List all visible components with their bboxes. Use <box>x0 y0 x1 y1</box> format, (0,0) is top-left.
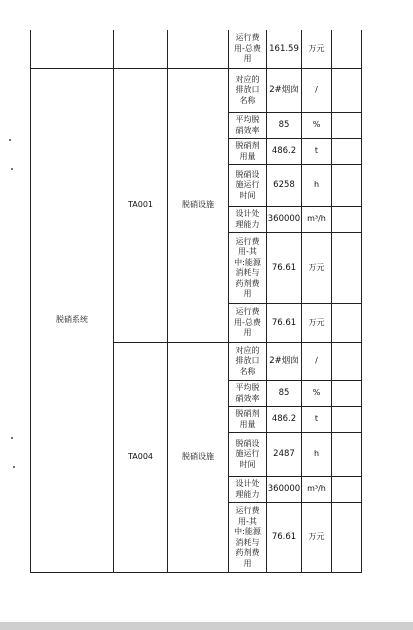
item-unit-cell: m³/h <box>307 484 326 494</box>
item-unit-cell: 万元 <box>308 532 325 542</box>
item-value-cell: 85 <box>278 388 290 399</box>
item-value-cell: 85 <box>278 120 290 131</box>
system-name-cell: 脱硝系统 <box>56 315 88 325</box>
item-name-cell: 运行费 用-其 中:能源 消耗与 药剂费 用 <box>234 236 261 298</box>
item-value-cell: 2487 <box>273 449 295 460</box>
item-unit-cell: h <box>313 180 320 190</box>
item-name-cell: 运行费 用-其 中:能源 消耗与 药剂费 用 <box>234 506 261 568</box>
scan-speck <box>9 139 11 141</box>
item-value-cell: 2#烟囱 <box>269 356 299 367</box>
scan-speck <box>11 168 13 170</box>
facility-code-cell: TA001 <box>127 200 153 210</box>
item-name-cell: 对应的 排放口 名称 <box>235 74 260 105</box>
item-unit-cell: m³/h <box>307 214 326 224</box>
item-value-cell: 486.2 <box>271 414 297 425</box>
item-name-cell: 设计处 理能力 <box>235 209 260 229</box>
item-name-cell: 脱硝设 施运行 时间 <box>235 169 260 200</box>
item-name-cell: 平均脱 硝效率 <box>235 115 260 135</box>
facility-type-cell: 脱硝设施 <box>182 452 214 462</box>
item-value-cell: 486.2 <box>271 146 297 157</box>
item-unit-cell: t <box>314 146 319 156</box>
item-name-cell: 平均脱 硝效率 <box>235 383 260 403</box>
item-unit-cell: 万元 <box>308 262 325 272</box>
item-name-cell: 脱硝剂 用量 <box>235 409 260 429</box>
facility-code-cell: TA004 <box>127 452 153 462</box>
item-value-cell: 360000 <box>267 214 301 225</box>
item-unit-cell: / <box>315 85 318 95</box>
item-unit-cell: 万元 <box>308 317 325 327</box>
item-name-cell: 对应的 排放口 名称 <box>235 345 260 376</box>
item-value-cell: 360000 <box>267 484 301 495</box>
item-value-cell: 6258 <box>273 180 295 191</box>
item-unit-cell: h <box>313 449 320 459</box>
item-unit-cell: t <box>314 414 319 424</box>
item-name-cell: 运行费 用-总费 用 <box>234 33 261 64</box>
item-name-cell: 脱硝剂 用量 <box>235 141 260 161</box>
item-name-cell: 脱硝设 施运行 时间 <box>235 438 260 469</box>
page-bottom-edge <box>0 622 413 630</box>
item-name-cell: 设计处 理能力 <box>235 479 260 499</box>
scan-speck <box>13 466 15 468</box>
item-unit-cell: / <box>315 356 318 366</box>
item-value-cell: 76.61 <box>271 532 297 543</box>
item-value-cell: 161.59 <box>269 43 299 54</box>
item-value-cell: 2#烟囱 <box>269 85 299 96</box>
item-unit-cell: % <box>312 388 321 398</box>
scan-speck <box>11 437 13 439</box>
item-value-cell: 76.61 <box>271 262 297 273</box>
facility-type-cell: 脱硝设施 <box>182 200 214 210</box>
item-unit-cell: % <box>312 120 321 130</box>
item-unit-cell: 万元 <box>308 43 325 53</box>
item-value-cell: 76.61 <box>271 317 297 328</box>
table-bottom-border <box>30 572 362 573</box>
item-name-cell: 运行费 用-总费 用 <box>234 307 261 338</box>
